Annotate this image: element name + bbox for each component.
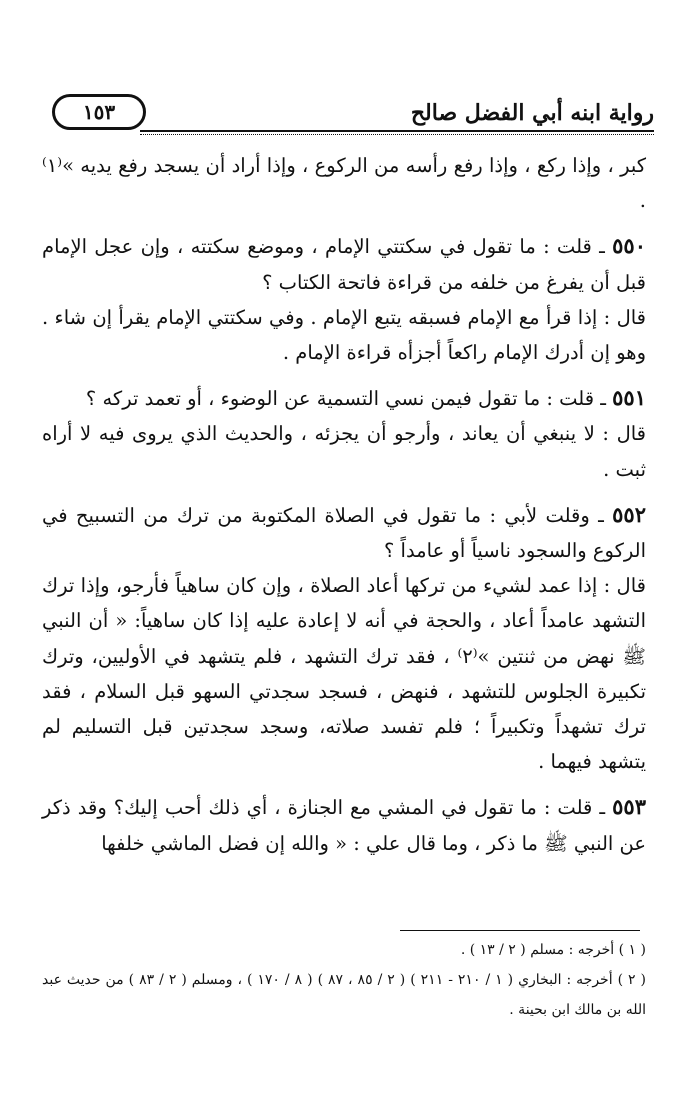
answer-text: قال : لا ينبغي أن يعاند ، وأرجو أن يجزئه ، والحديث الذي يروى فيه لا أراه ثبت . (42, 422, 646, 481)
question-text: ـ قلت : ما تقول في سكتتي الإمام ، وموضع سكتته ، وإن عجل الإمام قبل أن يفرغ من خلفه من قراءة فاتحة الكتاب ؟ (42, 235, 646, 294)
footnote-1: ( ١ ) أخرجه : مسلم ( ٢ / ١٣ ) . (460, 942, 646, 958)
running-title: رواية ابنه أبي الفضل صالح (410, 100, 654, 126)
page-header (40, 92, 654, 136)
page-body (42, 148, 646, 861)
entry-number: ٥٥٠ (612, 233, 646, 259)
question-text: ـ وقلت لأبي : ما تقول في الصلاة المكتوبة من ترك من التسبيح في الركوع والسجود ناسياً أو عامداً ؟ (42, 503, 646, 563)
entry-551 (42, 380, 646, 487)
footnote-rule (400, 930, 640, 931)
footnotes (42, 935, 646, 1025)
entry-question (42, 497, 646, 568)
entry-number: ٥٥١ (612, 385, 646, 411)
entry-question (42, 228, 646, 299)
continuation-text: كبر ، وإذا ركع ، وإذا رفع رأسه من الركوع ، وإذا أراد أن يسجد رفع يديه »⁽١⁾ . (42, 154, 646, 213)
page-number-badge: ١٥٣ (52, 94, 146, 130)
entry-question (42, 789, 646, 860)
header-dotted-rule (140, 134, 654, 135)
footnote-2: ( ٢ ) أخرجه : البخاري ( ١ / ٢١٠ - ٢١١ ) ( ٢ / ٨٥ ، ٨٧ ) ( ٨ / ١٧٠ ) ، ومسلم ( ٢ / ٨٣ ) من حديث عبد الله بن مالك ابن بحينة . (42, 972, 646, 1018)
header-rule (140, 130, 654, 132)
entry-question (42, 380, 646, 416)
entry-553 (42, 789, 646, 860)
entry-552 (42, 497, 646, 780)
answer-text: قال : إذا قرأ مع الإمام فسبقه يتبع الإمام . وفي سكتتي الإمام يقرأ إن شاء . وهو إن أدرك الإمام راكعاً أجزأه قراءة الإمام . (42, 305, 646, 365)
entry-550 (42, 228, 646, 370)
answer-text: قال : إذا عمد لشيء من تركها أعاد الصلاة ، وإن كان ساهياً فأرجو، وإذا ترك التشهد عامداً أعاد ، والحجة في أنه لا إعادة عليه إذا كان ساهياً: « أن النبي ﷺ نهض من ثنتين »⁽٢⁾ ، فقد ترك التشهد ، فلم يتشهد في الأوليين، وترك تكبيرة الجلوس للتشهد ، فنهض ، فسجد سجدتي السهو قبل السلام ، فقد ترك تشهداً وتكبيراً ؛ فلم تفسد صلاته، وسجد سجدتين قبل التسليم لم يتشهد فيهما . (42, 574, 646, 774)
entry-number: ٥٥٢ (612, 501, 646, 527)
entry-number: ٥٥٣ (612, 794, 646, 820)
question-text: ـ قلت : ما تقول في المشي مع الجنازة ، أي ذلك أحب إليك؟ وقد ذكر عن النبي ﷺ ما ذكر ، وما قال علي : « والله إن فضل الماشي خلفها (42, 796, 646, 855)
question-text: ـ قلت : ما تقول فيمن نسي التسمية عن الوضوء ، أو تعمد تركه ؟ (85, 387, 606, 411)
